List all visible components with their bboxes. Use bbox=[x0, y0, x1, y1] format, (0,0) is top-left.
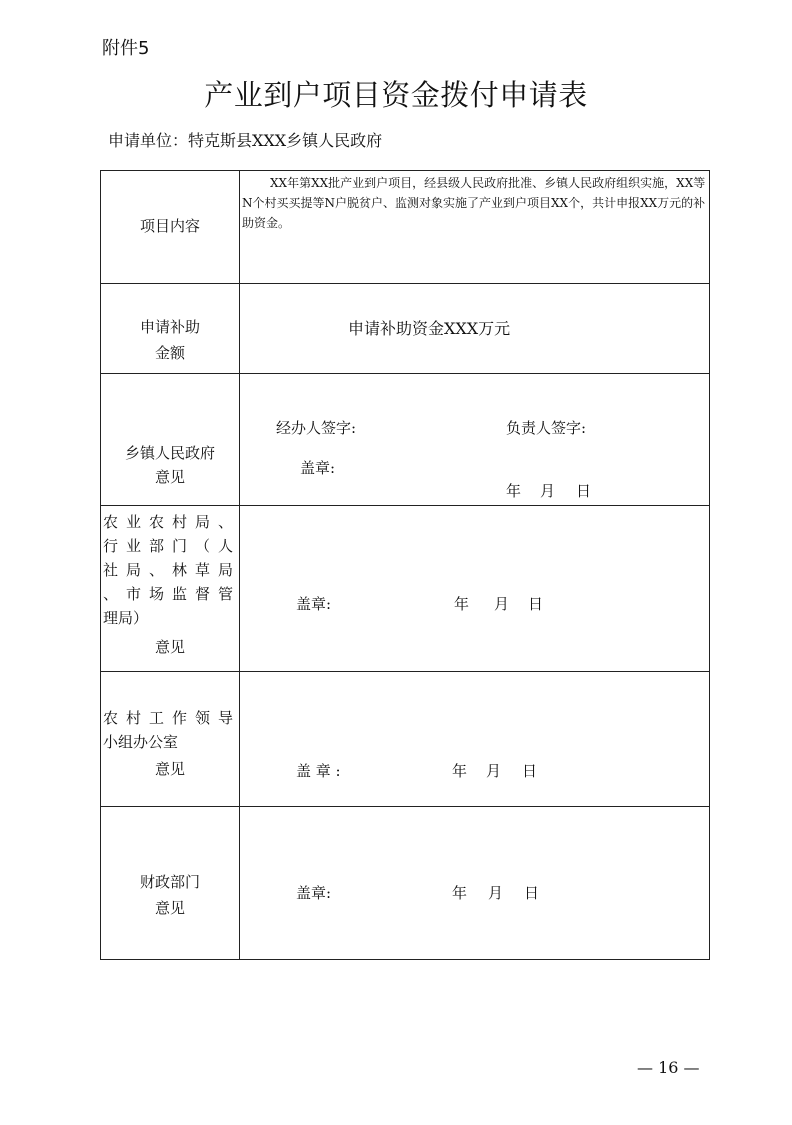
page-number: — 16 — bbox=[637, 1058, 700, 1077]
finance-label-cell bbox=[101, 807, 240, 960]
amount-label-cell bbox=[101, 284, 240, 374]
agriculture-opinion-row bbox=[101, 506, 710, 672]
township-label-line1: 乡镇人民政府 bbox=[124, 444, 215, 462]
finance-date-day: 日 bbox=[524, 884, 540, 902]
agriculture-label-line3: 社局、林草局 bbox=[103, 561, 233, 579]
rural-office-label-line2: 小组办公室 bbox=[103, 733, 179, 751]
township-opinion-cell bbox=[240, 374, 710, 506]
township-label-cell bbox=[101, 374, 240, 506]
amount-label-line2: 金额 bbox=[154, 344, 185, 362]
rural-office-label-line1: 农村工作领导 bbox=[103, 709, 233, 727]
rural-office-date-day: 日 bbox=[522, 762, 538, 780]
attachment-label: 附件5 bbox=[102, 38, 150, 59]
finance-date-year: 年 bbox=[452, 884, 468, 902]
rural-office-date-year: 年 bbox=[452, 762, 468, 780]
agriculture-date-month: 月 bbox=[494, 595, 510, 613]
township-opinion-row bbox=[101, 374, 710, 506]
agriculture-opinion-cell bbox=[240, 506, 710, 672]
project-content-label-cell bbox=[101, 171, 240, 284]
township-seal-label: 盖章: bbox=[300, 459, 336, 477]
finance-opinion-cell bbox=[240, 807, 710, 960]
agriculture-date-day: 日 bbox=[528, 595, 544, 613]
finance-label-line2: 意见 bbox=[154, 899, 185, 917]
amount-value: 申请补助资金XXX万元 bbox=[348, 319, 511, 338]
rural-office-label-cell bbox=[101, 672, 240, 807]
project-content-text: XX年第XX批产业到户项目，经县级人民政府批准、乡镇人民政府组织实施，XX等N个村买买提等N户脱贫户、监测对象实施了产业到户项目XX个，共计申报XX万元的补助资金。 bbox=[242, 176, 706, 230]
agriculture-label-cell bbox=[101, 506, 240, 672]
rural-office-label-line3: 意见 bbox=[154, 760, 185, 778]
township-label-line2: 意见 bbox=[154, 468, 185, 486]
township-date-month: 月 bbox=[540, 482, 556, 500]
agriculture-date-year: 年 bbox=[454, 595, 470, 613]
responsible-signature-label: 负责人签字: bbox=[506, 419, 587, 437]
finance-opinion-row bbox=[101, 807, 710, 960]
agriculture-label-line2: 行业部门（人 bbox=[103, 537, 233, 555]
finance-seal-label: 盖章: bbox=[296, 884, 332, 902]
township-date-year: 年 bbox=[506, 482, 522, 500]
rural-office-opinion-row bbox=[101, 672, 710, 807]
project-content-row bbox=[101, 171, 710, 284]
agriculture-seal-label: 盖章: bbox=[296, 595, 332, 613]
agriculture-label-line1: 农业农村局、 bbox=[103, 513, 233, 531]
township-date-day: 日 bbox=[576, 482, 592, 500]
document-title: 产业到户项目资金拨付申请表 bbox=[204, 78, 588, 112]
project-content-value-cell bbox=[240, 171, 710, 284]
amount-row bbox=[101, 284, 710, 374]
agriculture-label-suffix: 意见 bbox=[154, 638, 185, 656]
amount-label-line1: 申请补助 bbox=[139, 318, 200, 336]
application-form-table bbox=[100, 170, 710, 960]
rural-office-seal-label: 盖 章 : bbox=[296, 762, 341, 780]
agriculture-label-line5: 理局） bbox=[103, 609, 149, 627]
applicant-unit: 申请单位：特克斯县XXX乡镇人民政府 bbox=[108, 131, 383, 150]
agriculture-label-line4: 、市场监督管 bbox=[103, 585, 233, 603]
rural-office-opinion-cell bbox=[240, 672, 710, 807]
amount-value-cell bbox=[240, 284, 710, 374]
finance-label-line1: 财政部门 bbox=[139, 873, 200, 891]
finance-date-month: 月 bbox=[488, 884, 504, 902]
project-content-label: 项目内容 bbox=[139, 217, 200, 235]
rural-office-date-month: 月 bbox=[486, 762, 502, 780]
handler-signature-label: 经办人签字: bbox=[276, 419, 357, 437]
